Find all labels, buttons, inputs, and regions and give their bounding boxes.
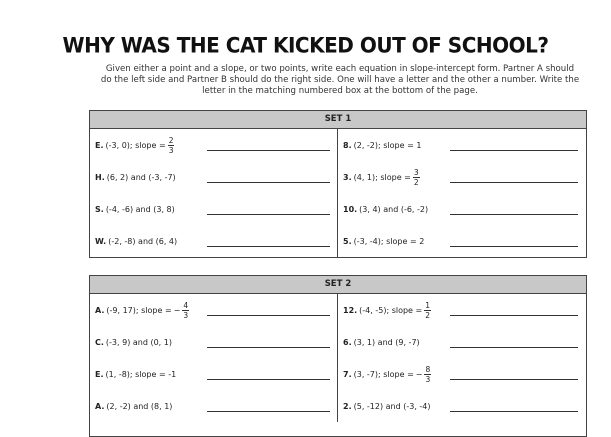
instructions-text: Given either a point and a slope, or two points, write each equation in slope-intercept form. Partner A should do the left side and Partner B should do the right side. One will have a letter and the other a number. Write the letter in the matching numbered box at the bottom of the page. xyxy=(100,64,580,96)
answer-blank[interactable] xyxy=(450,214,578,215)
problem-text xyxy=(95,358,176,390)
problem-cell xyxy=(338,129,586,161)
problem-text xyxy=(343,294,431,326)
worksheet-title: WHY WAS THE CAT KICKED OUT OF SCHOOL? xyxy=(62,32,549,58)
problem-cell xyxy=(338,294,586,326)
problem-cell xyxy=(90,390,338,422)
answer-blank[interactable] xyxy=(207,246,330,247)
problem-grid xyxy=(90,294,586,422)
fraction-numerator: 1 xyxy=(425,300,431,310)
fraction-sign: − xyxy=(173,305,181,315)
slope-fraction xyxy=(424,301,431,320)
fraction-numerator: 4 xyxy=(183,300,189,310)
problem-given: (1, -8); slope = -1 xyxy=(105,369,177,379)
problem-label: 8. xyxy=(343,140,352,150)
problem-cell xyxy=(338,225,586,257)
problem-text xyxy=(343,129,421,161)
problem-text xyxy=(95,390,172,422)
problem-text xyxy=(343,193,428,225)
problem-cell xyxy=(90,129,338,161)
answer-blank[interactable] xyxy=(450,315,578,316)
problem-label: W. xyxy=(95,236,107,246)
problem-given: (-9, 17); slope = xyxy=(106,305,172,315)
problem-text xyxy=(343,161,420,193)
problem-text xyxy=(95,225,177,257)
answer-blank[interactable] xyxy=(450,347,578,348)
set-1-table xyxy=(89,110,587,258)
answer-blank[interactable] xyxy=(207,214,330,215)
fraction-denominator: 2 xyxy=(413,177,419,187)
fraction-numerator: 8 xyxy=(425,364,431,374)
problem-grid xyxy=(90,129,586,257)
problem-given: (-3, -4); slope = 2 xyxy=(353,236,425,246)
problem-text xyxy=(343,390,431,422)
problem-label: S. xyxy=(95,204,104,214)
answer-blank[interactable] xyxy=(450,150,578,151)
problem-cell xyxy=(338,390,586,422)
problem-given: (-4, -5); slope = xyxy=(359,305,423,315)
problem-text xyxy=(95,161,176,193)
answer-blank[interactable] xyxy=(450,411,578,412)
problem-given: (5, -12) and (-3, -4) xyxy=(353,401,431,411)
problem-text xyxy=(95,193,175,225)
fraction-numerator: 2 xyxy=(168,135,174,145)
answer-blank[interactable] xyxy=(450,182,578,183)
slope-fraction xyxy=(413,168,420,187)
slope-fraction xyxy=(168,136,175,155)
problem-label: 6. xyxy=(343,337,352,347)
problem-cell xyxy=(90,161,338,193)
problem-given: (3, 4) and (-6, -2) xyxy=(359,204,429,214)
problem-label: C. xyxy=(95,337,104,347)
fraction-denominator: 3 xyxy=(425,374,431,384)
problem-text xyxy=(343,225,424,257)
problem-given: (4, 1); slope = xyxy=(353,172,411,182)
problem-label: 3. xyxy=(343,172,352,182)
problem-given: (3, -7); slope = xyxy=(353,369,414,379)
answer-blank[interactable] xyxy=(207,379,330,380)
problem-given: (-3, 0); slope = xyxy=(105,140,166,150)
problem-text xyxy=(95,129,174,161)
slope-fraction xyxy=(182,301,189,320)
problem-given: (-2, -8) and (6, 4) xyxy=(108,236,178,246)
fraction-denominator: 2 xyxy=(425,310,431,320)
answer-blank[interactable] xyxy=(450,379,578,380)
answer-blank[interactable] xyxy=(207,411,330,412)
problem-text xyxy=(343,326,420,358)
problem-label: 10. xyxy=(343,204,358,214)
set-header: SET 2 xyxy=(90,276,586,294)
problem-text xyxy=(95,294,189,326)
problem-cell xyxy=(338,358,586,390)
problem-cell xyxy=(338,326,586,358)
problem-given: (-4, -6) and (3, 8) xyxy=(105,204,175,214)
answer-blank[interactable] xyxy=(207,150,330,151)
problem-cell xyxy=(338,161,586,193)
problem-given: (2, -2) and (8, 1) xyxy=(106,401,173,411)
set-2-table xyxy=(89,275,587,437)
slope-fraction xyxy=(424,365,431,384)
problem-given: (-3, 9) and (0, 1) xyxy=(105,337,172,347)
answer-blank[interactable] xyxy=(450,246,578,247)
problem-label: 7. xyxy=(343,369,352,379)
problem-given: (3, 1) and (9, -7) xyxy=(353,337,420,347)
problem-label: 12. xyxy=(343,305,358,315)
problem-text xyxy=(95,326,172,358)
set-header: SET 1 xyxy=(90,111,586,129)
fraction-denominator: 3 xyxy=(183,310,189,320)
answer-blank[interactable] xyxy=(207,182,330,183)
answer-blank[interactable] xyxy=(207,347,330,348)
fraction-numerator: 3 xyxy=(413,167,419,177)
problem-cell xyxy=(338,193,586,225)
problem-label: A. xyxy=(95,401,105,411)
problem-text xyxy=(343,358,431,390)
problem-cell xyxy=(90,193,338,225)
problem-given: (2, -2); slope = 1 xyxy=(353,140,422,150)
problem-label: E. xyxy=(95,140,104,150)
problem-label: H. xyxy=(95,172,105,182)
problem-cell xyxy=(90,225,338,257)
problem-given: (6, 2) and (-3, -7) xyxy=(106,172,176,182)
problem-label: 2. xyxy=(343,401,352,411)
problem-cell xyxy=(90,294,338,326)
problem-label: E. xyxy=(95,369,104,379)
problem-label: A. xyxy=(95,305,105,315)
fraction-denominator: 3 xyxy=(168,145,174,155)
problem-label: 5. xyxy=(343,236,352,246)
problem-cell xyxy=(90,326,338,358)
fraction-sign: − xyxy=(415,369,423,379)
answer-blank[interactable] xyxy=(207,315,330,316)
problem-cell xyxy=(90,358,338,390)
